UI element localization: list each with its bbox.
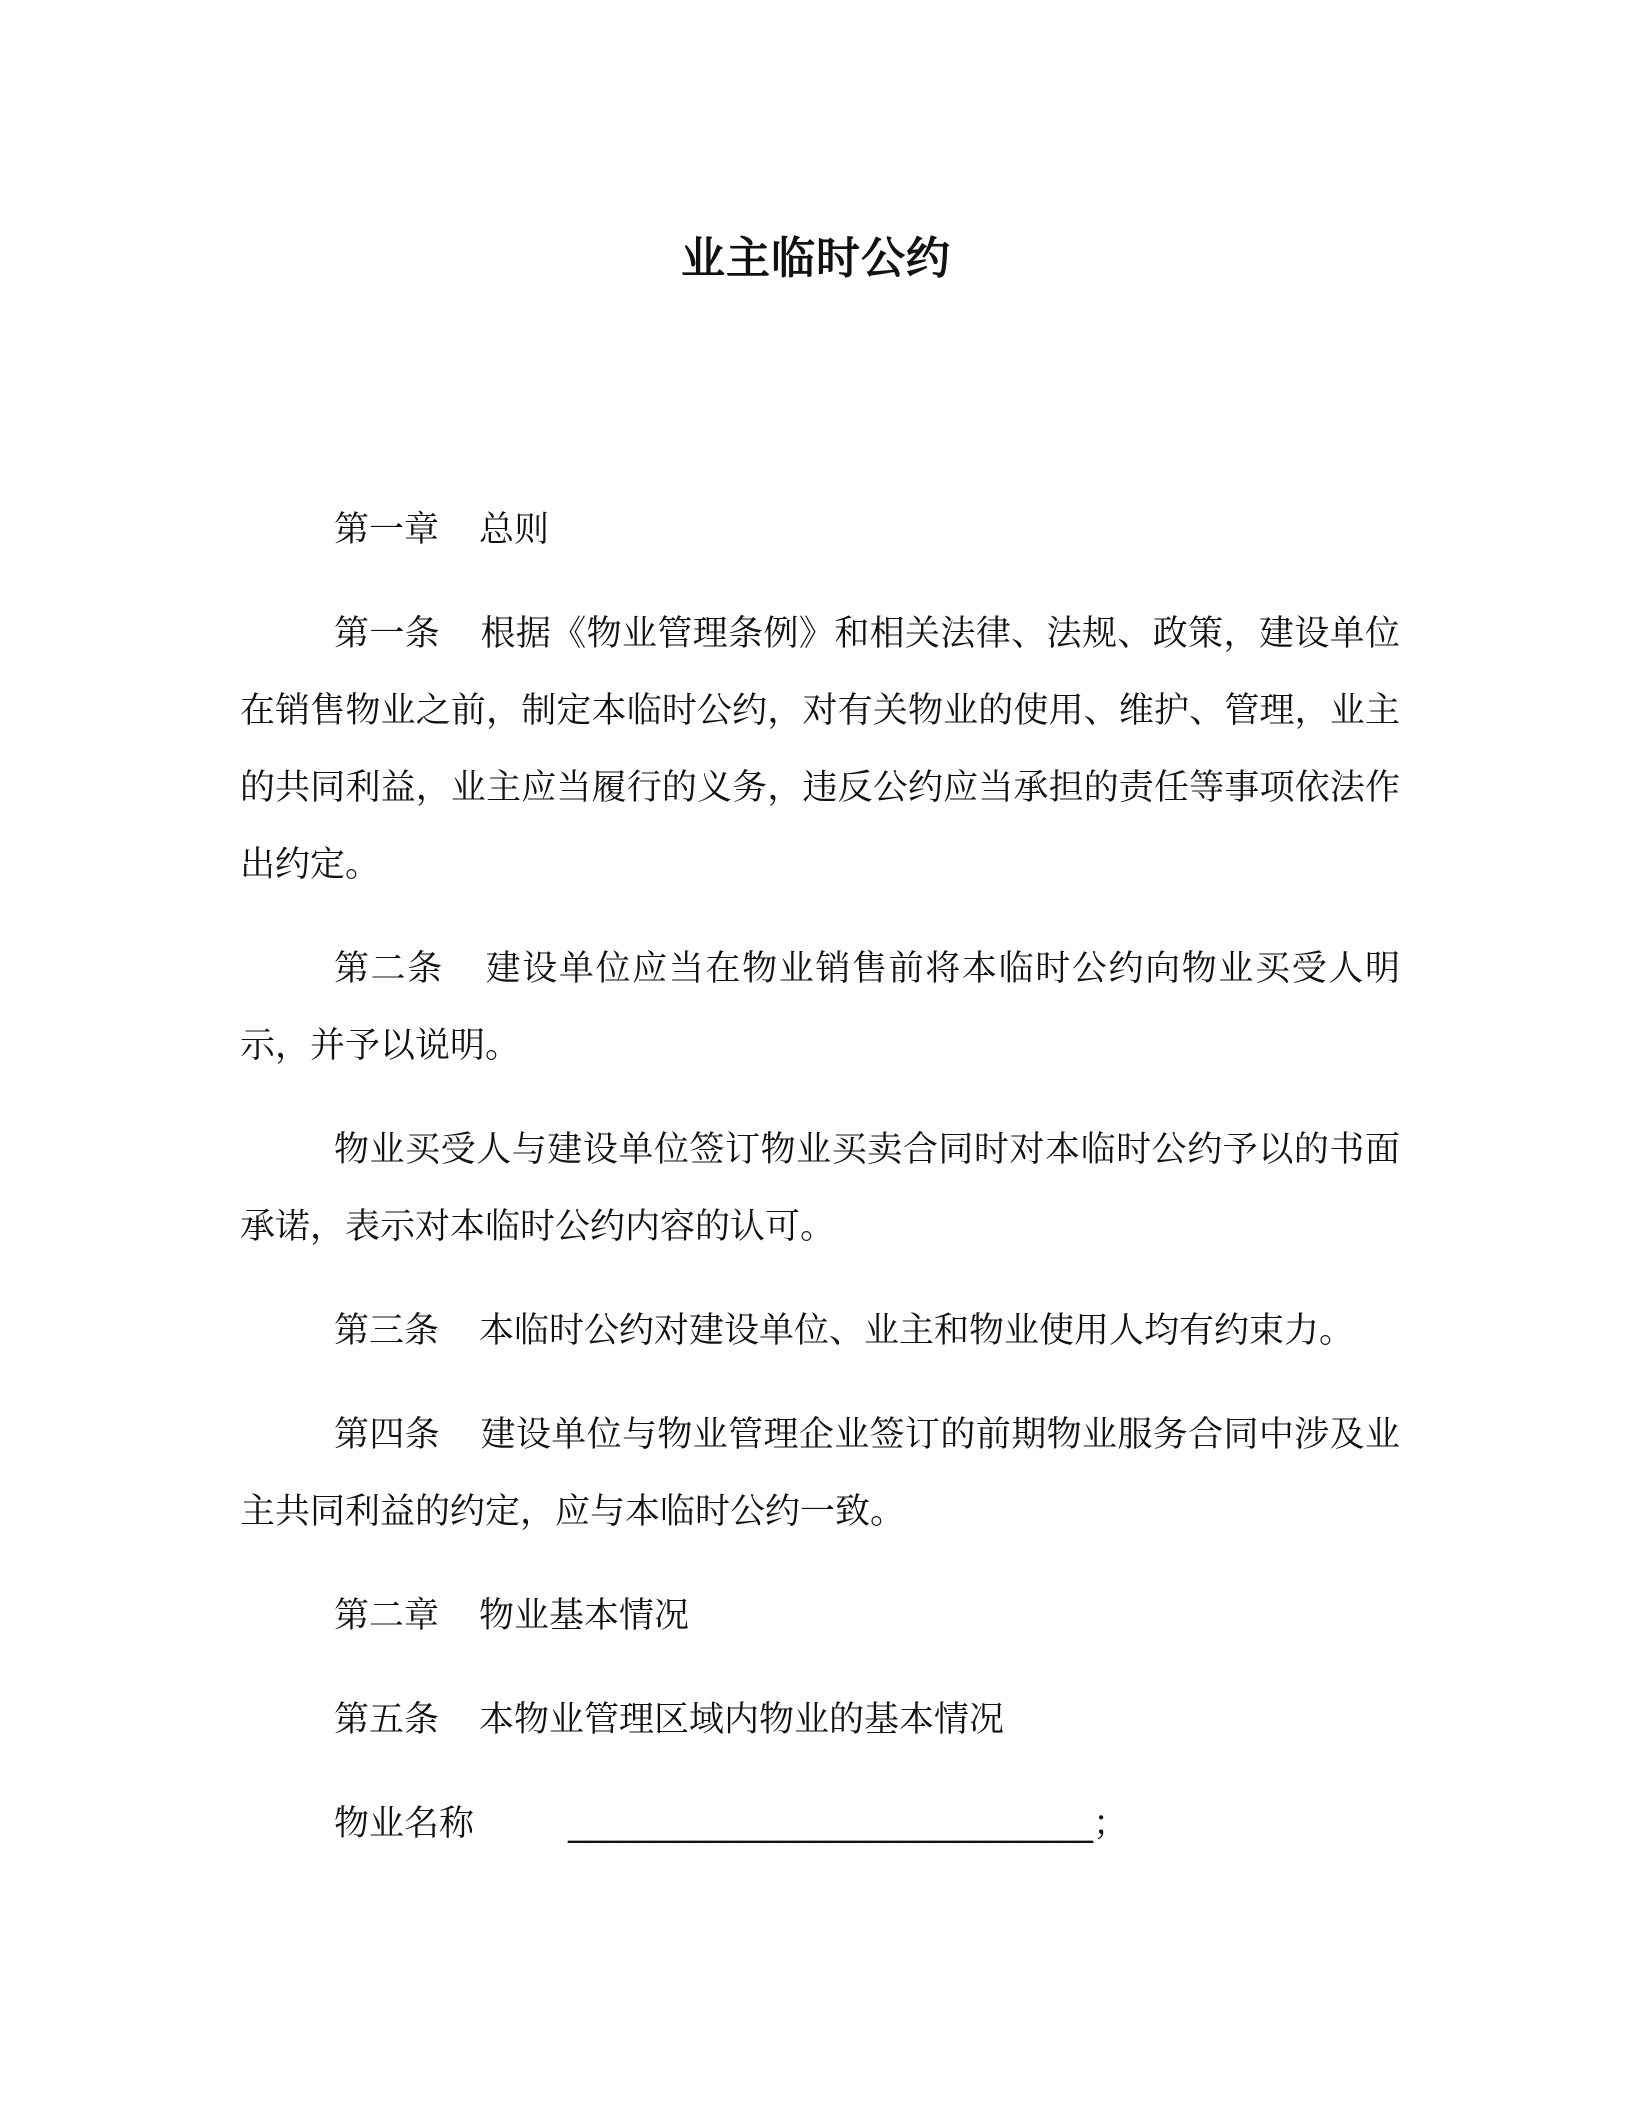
property-name-line xyxy=(240,1786,1400,1863)
article-1-text: 根据《物业管理条例》和相关法律、法规、政策，建设单位在销售物业之前，制定本临时公约，对有关物业的使用、维护、管理，业主的共同利益，业主应当履行的义务，违反公约应当承担的责任等事项依法作出约定。 xyxy=(240,614,1400,885)
document-body xyxy=(240,492,1400,1890)
chapter-2-label: 第二章 xyxy=(334,1596,440,1636)
property-name-end: ； xyxy=(1093,1804,1129,1844)
article-1 xyxy=(240,596,1400,904)
article-4-text: 建设单位与物业管理企业签订的前期物业服务合同中涉及业主共同利益的约定，应与本临时公约一致。 xyxy=(240,1415,1400,1532)
chapter-1-title: 总则 xyxy=(479,510,550,550)
chapter-1-heading xyxy=(240,492,1400,569)
article-5 xyxy=(240,1682,1400,1759)
article-2-paragraph-2 xyxy=(240,1112,1400,1266)
article-3 xyxy=(240,1293,1400,1370)
article-1-label: 第一条 xyxy=(334,614,441,654)
article-3-text: 本临时公约对建设单位、业主和物业使用人均有约束力。 xyxy=(479,1311,1355,1351)
property-name-blank[interactable]: ______________________________ xyxy=(568,1804,1094,1844)
property-name-label: 物业名称 xyxy=(334,1804,475,1844)
article-2 xyxy=(240,931,1400,1085)
article-5-label: 第五条 xyxy=(334,1700,440,1740)
article-2-label: 第二条 xyxy=(334,949,444,989)
article-3-label: 第三条 xyxy=(334,1311,440,1351)
article-4 xyxy=(240,1397,1400,1551)
chapter-1-label: 第一章 xyxy=(334,510,440,550)
document-title: 业主临时公约 xyxy=(681,233,951,284)
article-2-text: 建设单位应当在物业销售前将本临时公约向物业买受人明示，并予以说明。 xyxy=(240,949,1400,1066)
chapter-2-title: 物业基本情况 xyxy=(479,1596,690,1636)
article-4-label: 第四条 xyxy=(334,1415,441,1455)
article-5-text: 本物业管理区域内物业的基本情况 xyxy=(479,1700,1005,1740)
article-2-paragraph-2-text: 物业买受人与建设单位签订物业买卖合同时对本临时公约予以的书面承诺，表示对本临时公约内容的认可。 xyxy=(240,1130,1400,1247)
chapter-2-heading xyxy=(240,1578,1400,1655)
